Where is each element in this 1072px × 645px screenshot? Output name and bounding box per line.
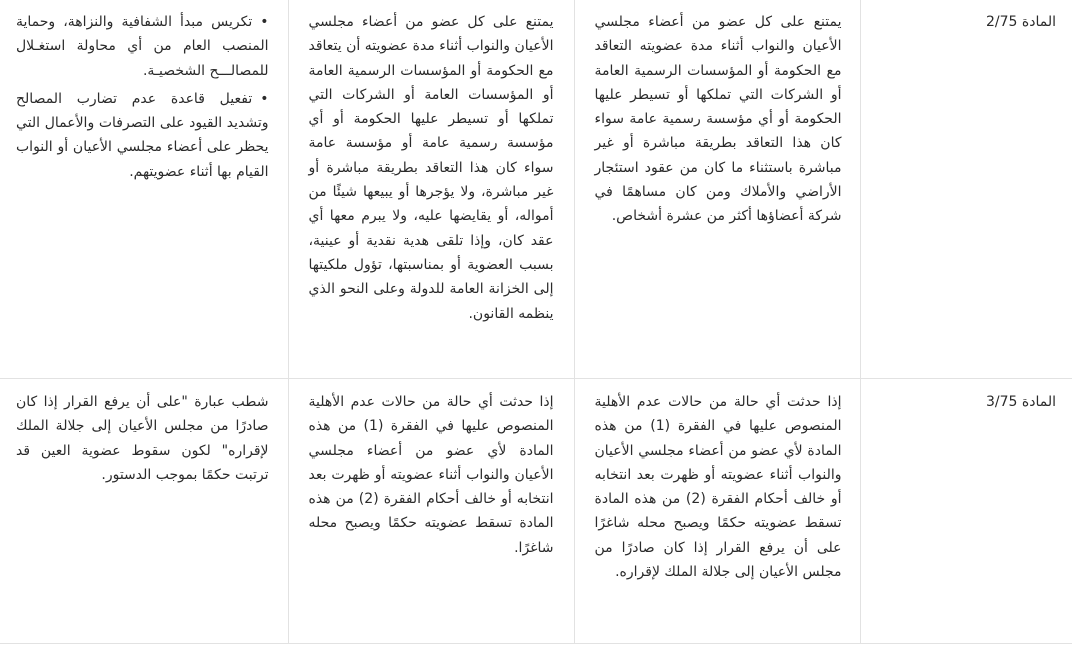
amended-text-cell: [288, 0, 574, 379]
reasons-list: [16, 10, 269, 184]
reasons-cell: [0, 0, 288, 379]
bullet-icon: •: [260, 14, 269, 30]
list-item: [16, 10, 269, 83]
current-text: إذا حدثت أي حالة من حالات عدم الأهلية المنصوص عليها في الفقرة (1) من هذه المادة لأي عضو من أعضاء مجلسي الأعيان والنواب أثناء عضويته أو ظهرت بعد انتخابه أو خالف أحكام الفقرة (2) من هذه المادة تسقط عضويته حكمًا ويصبح محله شاغرًا على أن يرفع القرار إذا كان صادرًا من مجلس الأعيان إلى جلالة الملك لإقراره.: [594, 394, 842, 581]
current-text: يمتنع على كل عضو من أعضاء مجلسي الأعيان والنواب أثناء مدة عضويته التعاقد مع الحكومة أو المؤسسات الرسمية العامة أو الشركات التي تملكها أو تسيطر عليها الحكومة أو أي مؤسسة رسمية عامة سواء كان هذا التعاقد بطريقة مباشرة أو غير مباشرة باستثناء ما كان من عقود استئجار الأراضي والأملاك ومن كان مساهمًا في شركة أعضاؤها أكثر من عشرة أشخاص.: [594, 14, 842, 225]
reasons-cell: [0, 379, 288, 644]
article-cell: [860, 0, 1072, 379]
article-number: المادة 2/75: [986, 14, 1056, 30]
amended-text: إذا حدثت أي حالة من حالات عدم الأهلية المنصوص عليها في الفقرة (1) من هذه المادة لأي عضو من أعضاء مجلسي الأعيان والنواب أثناء عضويته أو ظهرت بعد انتخابه أو خالف أحكام الفقرة (2) من هذه المادة تسقط عضويته حكمًا ويصبح محله شاغرًا.: [308, 394, 554, 556]
current-text-cell: [574, 0, 860, 379]
reason-text: شطب عبارة "على أن يرفع القرار إذا كان صادرًا من مجلس الأعيان إلى جلالة الملك لإقراره" لكون سقوط عضوية العين قد ترتبت حكمًا بموجب الدستور.: [16, 394, 269, 483]
bullet-icon: •: [260, 90, 269, 107]
reason-text: تكريس مبدأ الشفافية والنزاهة، وحماية المنصب العام من أي محاولة استغـلال للمصالـــح الشخصيـة.: [16, 14, 269, 79]
amended-text-cell: [288, 379, 574, 644]
current-text-cell: [574, 379, 860, 644]
article-cell: [860, 379, 1072, 644]
list-item: [16, 87, 269, 184]
reason-text: تفعيل قاعدة عدم تضارب المصالح وتشديد القيود على التصرفات والأعمال التي يحظر على أعضاء مجلسي الأعيان أو النواب القيام بها أثناء عضويتهم.: [16, 90, 269, 180]
table-row: [0, 379, 1072, 644]
amended-text: يمتنع على كل عضو من أعضاء مجلسي الأعيان والنواب أثناء مدة عضويته أن يتعاقد مع الحكومة أو المؤسسات الرسمية العامة أو المؤسسات العامة أو الشركات التي تملكها أو تسيطر عليها الحكومة أو أي مؤسسة رسمية عامة أو مؤسسة عامة سواء كان هذا التعاقد بطريقة مباشرة أو غير مباشرة، ولا يؤجرها أو يبيعها شيئًا من أمواله، أو يقايضها عليه، ولا يبرم معها أي عقد كان، وإذا تلقى هدية نقدية أو عينية، بسبب العضوية أو بمناسبتها، تؤول ملكيتها إلى الخزانة العامة للدولة وعلى النحو الذي ينظمه القانون.: [308, 14, 554, 322]
article-number: المادة 3/75: [986, 394, 1056, 410]
